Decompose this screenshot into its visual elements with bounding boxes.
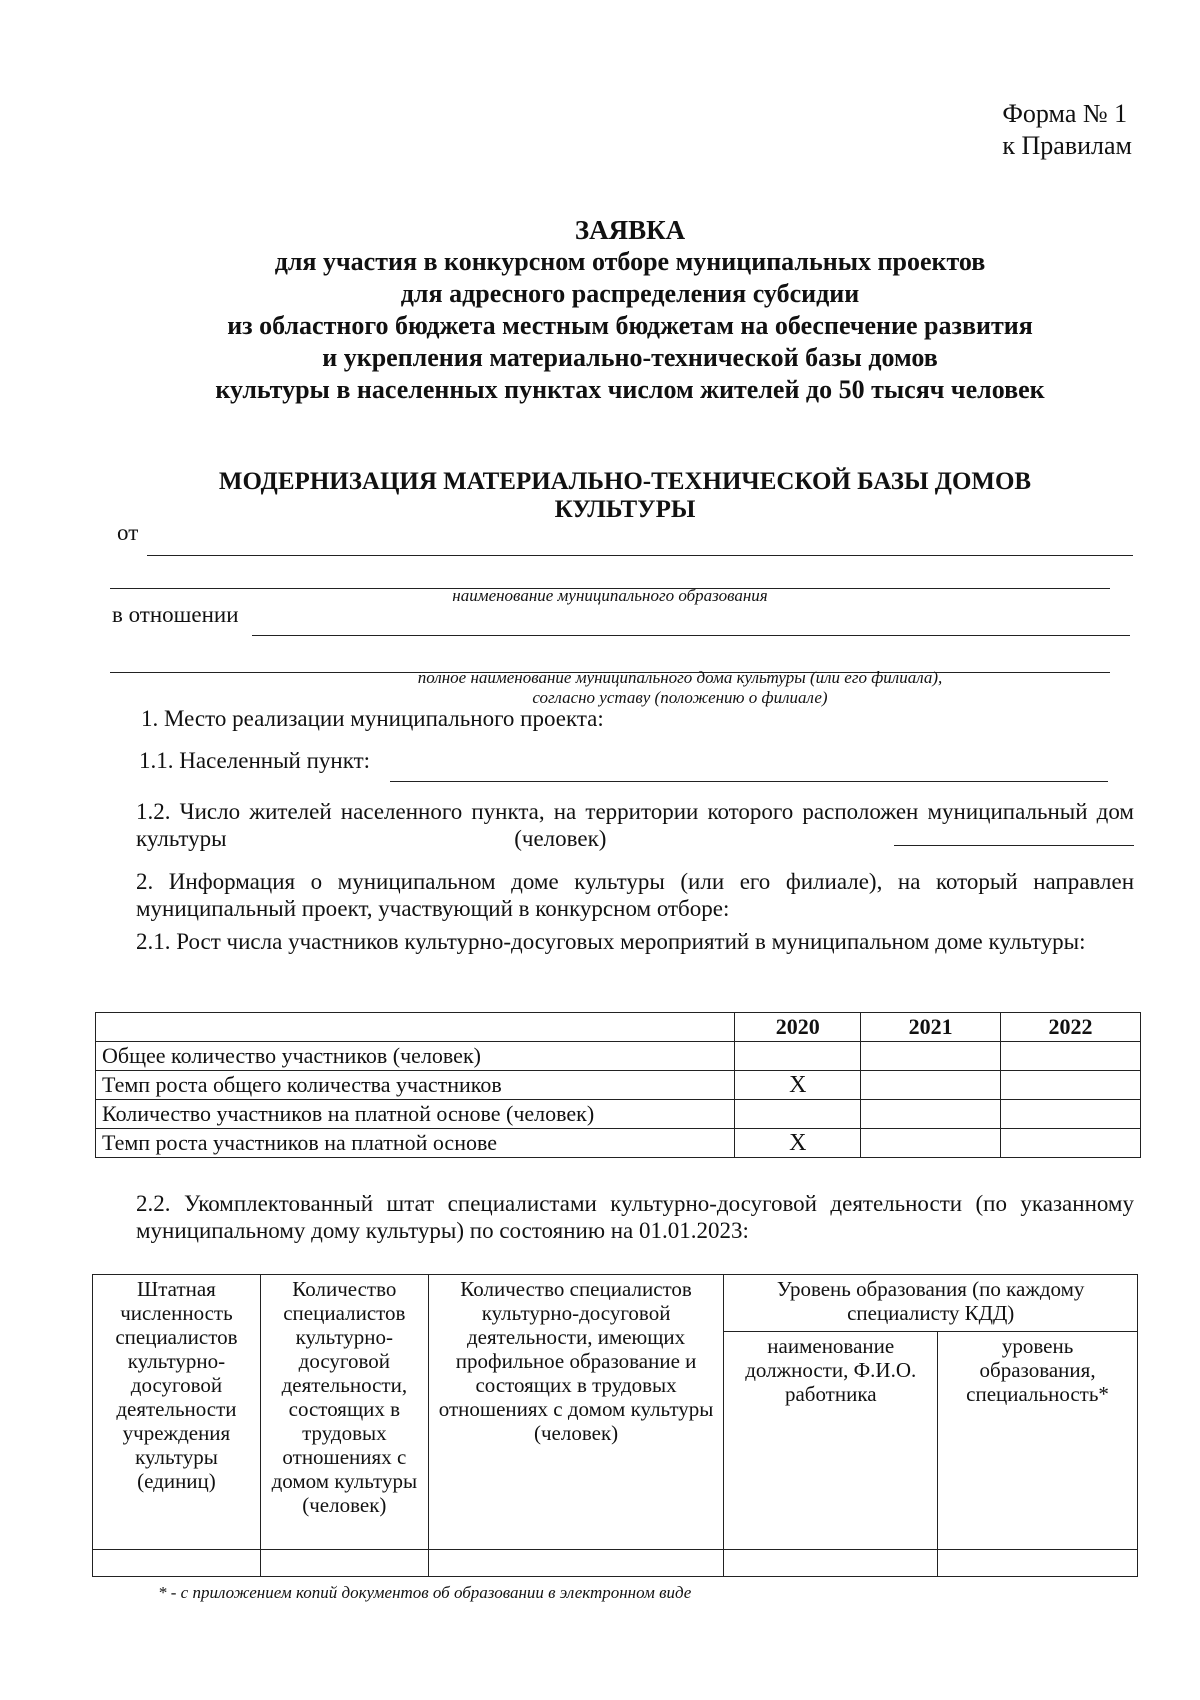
table-row: [96, 1071, 1141, 1100]
staff-table: [92, 1274, 1138, 1577]
staff-cell-headcount[interactable]: [93, 1550, 261, 1577]
regarding-field[interactable]: [252, 635, 1130, 636]
cell-2021[interactable]: [861, 1129, 1001, 1158]
form-reference: к Правилам: [1002, 131, 1132, 160]
regarding-caption-line-2: согласно уставу (положению о филиале): [532, 688, 828, 707]
staff-cell-qualified[interactable]: [428, 1550, 724, 1577]
item-1-2: [136, 798, 1134, 852]
table-header-blank: [96, 1013, 735, 1042]
settlement-field[interactable]: [390, 781, 1108, 782]
staff-col-employed: Количество специалистов культурно-досуговой деятельности, состоящих в трудовых отношениях с домом культуры (человек): [260, 1275, 428, 1550]
section-title: МОДЕРНИЗАЦИЯ МАТЕРИАЛЬНО-ТЕХНИЧЕСКОЙ БАЗЫ ДОМОВ КУЛЬТУРЫ: [218, 468, 1032, 523]
staff-header-row-1: [93, 1275, 1138, 1332]
item-2: 2. Информация о муниципальном доме культуры (или его филиале), на который направлен муниципальный проект, участвующий в конкурсном отборе:: [136, 869, 1134, 921]
year-2021-header: 2021: [861, 1013, 1001, 1042]
row-label: Темп роста общего количества участников: [96, 1071, 735, 1100]
row-label: Темп роста участников на платной основе: [96, 1129, 735, 1158]
table-row: [96, 1100, 1141, 1129]
row-label: Количество участников на платной основе (человек): [96, 1100, 735, 1129]
item-1-2-text: 1.2. Число жителей населенного пункта, на территории которого расположен муниципальный дом культуры (человек): [136, 799, 1134, 851]
table-row: [96, 1129, 1141, 1158]
row-label: Общее количество участников (человек): [96, 1042, 735, 1071]
item-1-1-label: 1.1. Населенный пункт:: [139, 748, 371, 773]
form-number-block: [1002, 98, 1132, 162]
staff-cell-employed[interactable]: [260, 1550, 428, 1577]
staff-col-education-level: уровень образования, специальность*: [938, 1332, 1138, 1550]
item-2-2: 2.2. Укомплектованный штат специалистами культурно-досуговой деятельности (по указанному муниципальному дому культуры) по состоянию на 01.01.2023:: [136, 1191, 1134, 1243]
title-line-4: и укрепления материально-технической базы домов: [322, 343, 938, 372]
cell-2021[interactable]: [861, 1071, 1001, 1100]
staff-cell-position-name[interactable]: [724, 1550, 938, 1577]
title-line-5: культуры в населенных пунктах числом жителей до 50 тысяч человек: [215, 375, 1045, 404]
footnote: * - с приложением копий документов об образовании в электронном виде: [158, 1583, 692, 1602]
from-label: от: [117, 520, 139, 545]
cell-2022[interactable]: [1001, 1071, 1141, 1100]
regarding-caption: [330, 668, 1030, 708]
year-2022-header: 2022: [1001, 1013, 1141, 1042]
from-caption: наименование муниципального образования: [452, 586, 768, 605]
staff-col-headcount: Штатная численность специалистов культурно-досуговой деятельности учреждения культуры (единиц): [93, 1275, 261, 1550]
document-title: [0, 214, 1200, 406]
cell-2020: X: [735, 1071, 861, 1100]
title-line-2: для адресного распределения субсидии: [400, 279, 860, 308]
from-field[interactable]: [147, 555, 1133, 556]
cell-2020[interactable]: [735, 1100, 861, 1129]
year-2020-header: 2020: [735, 1013, 861, 1042]
title-main: ЗАЯВКА: [574, 215, 686, 245]
table-header-row: [96, 1013, 1141, 1042]
staff-col-education-group: Уровень образования (по каждому специалисту КДД): [724, 1275, 1138, 1332]
cell-2020[interactable]: [735, 1042, 861, 1071]
cell-2021[interactable]: [861, 1042, 1001, 1071]
staff-cell-education-level[interactable]: [938, 1550, 1138, 1577]
table-row: [96, 1042, 1141, 1071]
title-line-3: из областного бюджета местным бюджетам на обеспечение развития: [227, 311, 1033, 340]
cell-2022[interactable]: [1001, 1129, 1141, 1158]
cell-2022[interactable]: [1001, 1042, 1141, 1071]
staff-col-qualified: Количество специалистов культурно-досуговой деятельности, имеющих профильное образование и состоящих в трудовых отношениях с домом культуры (человек): [428, 1275, 724, 1550]
staff-col-position-name: наименование должности, Ф.И.О. работника: [724, 1332, 938, 1550]
participants-growth-table: [95, 1012, 1141, 1158]
cell-2022[interactable]: [1001, 1100, 1141, 1129]
item-1: 1. Место реализации муниципального проекта:: [141, 706, 604, 731]
regarding-caption-line-1: полное наименование муниципального дома культуры (или его филиала),: [417, 668, 943, 687]
cell-2020: X: [735, 1129, 861, 1158]
form-number: Форма № 1: [1002, 99, 1128, 128]
population-field[interactable]: [894, 845, 1134, 846]
table-row: [93, 1550, 1138, 1577]
item-2-1: 2.1. Рост числа участников культурно-досуговых мероприятий в муниципальном доме культуры:: [136, 929, 1086, 954]
title-line-1: для участия в конкурсном отборе муниципальных проектов: [274, 247, 986, 276]
cell-2021[interactable]: [861, 1100, 1001, 1129]
regarding-label: в отношении: [112, 602, 239, 627]
